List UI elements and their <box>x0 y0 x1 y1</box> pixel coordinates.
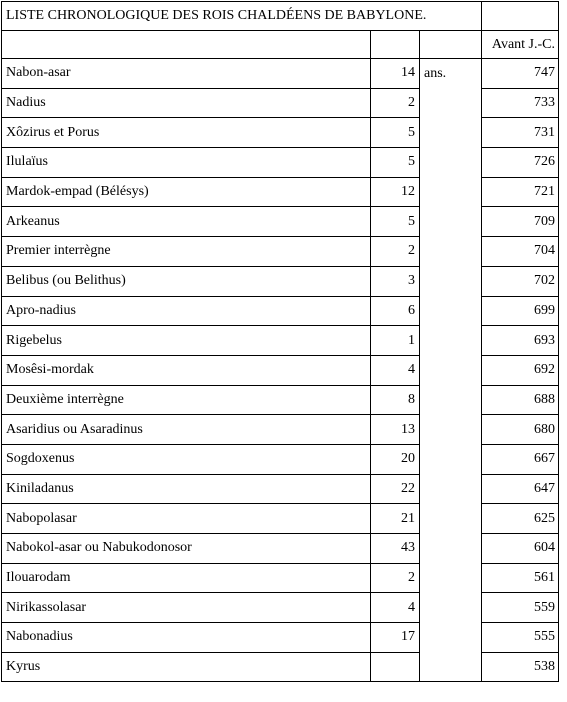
date-bc: 680 <box>482 415 559 445</box>
header-unit-cell <box>420 31 482 59</box>
king-name: Kyrus <box>2 652 371 682</box>
header-row <box>2 31 559 59</box>
king-name: Sogdoxenus <box>2 444 371 474</box>
king-name: Nabonadius <box>2 623 371 653</box>
king-name: Ilulaïus <box>2 148 371 178</box>
reign-years: 2 <box>371 88 420 118</box>
king-name: Nabon-asar <box>2 59 371 89</box>
header-date-label: Avant J.-C. <box>482 31 559 59</box>
table-row <box>2 59 559 89</box>
king-name: Arkeanus <box>2 207 371 237</box>
king-name: Mosêsi-mordak <box>2 355 371 385</box>
header-name-cell <box>2 31 371 59</box>
reign-years: 20 <box>371 444 420 474</box>
kings-table <box>1 1 559 682</box>
kings-table-body <box>2 2 559 682</box>
king-name: Xôzirus et Porus <box>2 118 371 148</box>
reign-years: 2 <box>371 563 420 593</box>
reign-years <box>371 652 420 682</box>
date-bc: 726 <box>482 148 559 178</box>
reign-years: 5 <box>371 118 420 148</box>
king-name: Belibus (ou Belithus) <box>2 266 371 296</box>
date-bc: 747 <box>482 59 559 89</box>
reign-years: 5 <box>371 148 420 178</box>
years-unit-label: ans. <box>420 59 482 682</box>
king-name: Mardok-empad (Bélésys) <box>2 177 371 207</box>
king-name: Apro-nadius <box>2 296 371 326</box>
king-name: Nirikassolasar <box>2 593 371 623</box>
table-title: LISTE CHRONOLOGIQUE DES ROIS CHALDÉENS DE BABYLONE. <box>2 2 482 31</box>
date-bc: 647 <box>482 474 559 504</box>
date-bc: 731 <box>482 118 559 148</box>
king-name: Nabokol-asar ou Nabukodonosor <box>2 534 371 564</box>
reign-years: 8 <box>371 385 420 415</box>
header-years-cell <box>371 31 420 59</box>
date-bc: 538 <box>482 652 559 682</box>
reign-years: 13 <box>371 415 420 445</box>
reign-years: 4 <box>371 355 420 385</box>
king-name: Rigebelus <box>2 326 371 356</box>
king-name: Kiniladanus <box>2 474 371 504</box>
reign-years: 21 <box>371 504 420 534</box>
reign-years: 14 <box>371 59 420 89</box>
reign-years: 12 <box>371 177 420 207</box>
title-empty-cell <box>482 2 559 31</box>
date-bc: 704 <box>482 237 559 267</box>
reign-years: 3 <box>371 266 420 296</box>
date-bc: 692 <box>482 355 559 385</box>
title-row <box>2 2 559 31</box>
date-bc: 604 <box>482 534 559 564</box>
reign-years: 6 <box>371 296 420 326</box>
date-bc: 733 <box>482 88 559 118</box>
reign-years: 4 <box>371 593 420 623</box>
king-name: Premier interrègne <box>2 237 371 267</box>
date-bc: 625 <box>482 504 559 534</box>
date-bc: 555 <box>482 623 559 653</box>
date-bc: 693 <box>482 326 559 356</box>
reign-years: 22 <box>371 474 420 504</box>
date-bc: 688 <box>482 385 559 415</box>
date-bc: 667 <box>482 444 559 474</box>
date-bc: 561 <box>482 563 559 593</box>
date-bc: 559 <box>482 593 559 623</box>
reign-years: 1 <box>371 326 420 356</box>
date-bc: 709 <box>482 207 559 237</box>
reign-years: 5 <box>371 207 420 237</box>
reign-years: 2 <box>371 237 420 267</box>
king-name: Asaridius ou Asaradinus <box>2 415 371 445</box>
king-name: Ilouarodam <box>2 563 371 593</box>
date-bc: 702 <box>482 266 559 296</box>
date-bc: 721 <box>482 177 559 207</box>
king-name: Nabopolasar <box>2 504 371 534</box>
date-bc: 699 <box>482 296 559 326</box>
reign-years: 43 <box>371 534 420 564</box>
reign-years: 17 <box>371 623 420 653</box>
king-name: Deuxième interrègne <box>2 385 371 415</box>
king-name: Nadius <box>2 88 371 118</box>
